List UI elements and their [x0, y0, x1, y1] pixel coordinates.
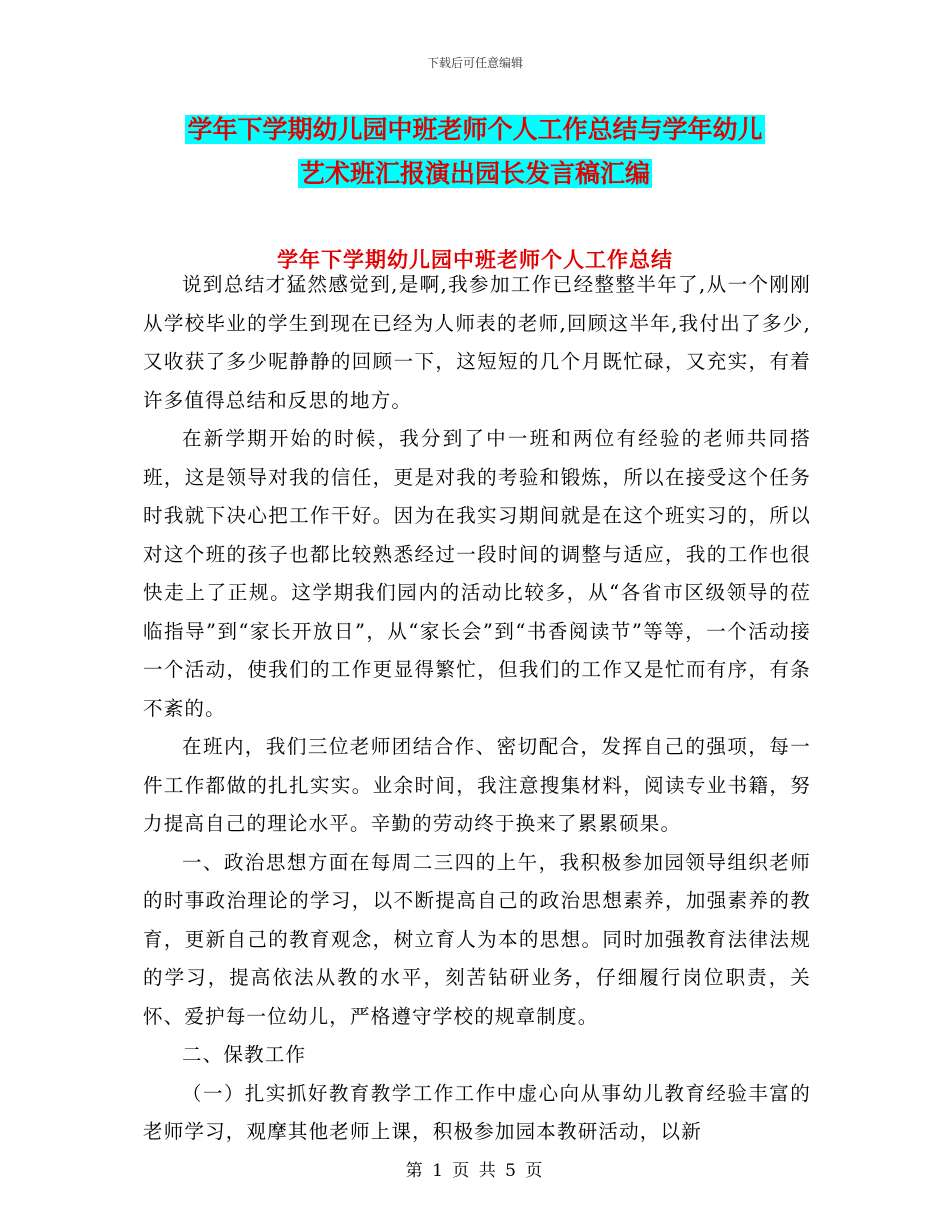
page-footer: 第 1 页 共 5 页 — [405, 1161, 545, 1181]
document-title-line-1: 学年下学期幼儿园中班老师个人工作总结与学年幼儿 — [187, 115, 763, 144]
document-body — [143, 266, 811, 1152]
body-paragraph: 在新学期开始的时候，我分到了中一班和两位有经验的老师共同搭班，这是领导对我的信任，更是对我的考验和锻炼，所以在接受这个任务时我就下决心把工作干好。因为在我实习期间就是在这个班实习的，所以对这个班的孩子也都比较熟悉经过一段时间的调整与适应，我的工作也很快走上了正规。这学期我们园内的活动比较多，从“各省市区级领导的莅临指导”到“家长开放日”，从“家长会”到“书香阅读节”等等，一个活动接一个活动，使我们的工作更显得繁忙，但我们的工作又是忙而有序，有条不紊的。 — [143, 427, 811, 720]
section-title: 学年下学期幼儿园中班老师个人工作总结 — [277, 248, 673, 272]
body-paragraph: （一）扎实抓好教育教学工作工作中虚心向从事幼儿教育经验丰富的老师学习，观摩其他老师上课，积极参加园本教研活动，以新 — [143, 1081, 811, 1143]
document-title-line-2: 艺术班汇报演出园长发言稿汇编 — [299, 159, 650, 188]
body-paragraph: 说到总结才猛然感觉到,是啊,我参加工作已经整整半年了,从一个刚刚从学校毕业的学生到现在已经为人师表的老师,回顾这半年,我付出了多少,又收获了多少呢静静的回顾一下，这短短的几个月既忙碌，又充实，有着许多值得总结和反思的地方。 — [143, 273, 811, 412]
body-paragraph: 二、保教工作 — [182, 1043, 307, 1066]
document-title — [120, 108, 830, 196]
page-header-note: 下载后可任意编辑 — [426, 56, 523, 70]
body-paragraph: 在班内，我们三位老师团结合作、密切配合，发挥自己的强项，每一件工作都做的扎扎实实。业余时间，我注意搜集材料，阅读专业书籍，努力提高自己的理论水平。辛勤的劳动终于换来了累累硕果。 — [143, 735, 811, 835]
body-paragraph: 一、政治思想方面在每周二三四的上午，我积极参加园领导组织老师的时事政治理论的学习，以不断提高自己的政治思想素养，加强素养的教育，更新自己的教育观念，树立育人为本的思想。同时加强教育法律法规的学习，提高依法从教的水平，刻苦钻研业务，仔细履行岗位职责，关怀、爱护每一位幼儿，严格遵守学校的规章制度。 — [143, 850, 811, 1028]
